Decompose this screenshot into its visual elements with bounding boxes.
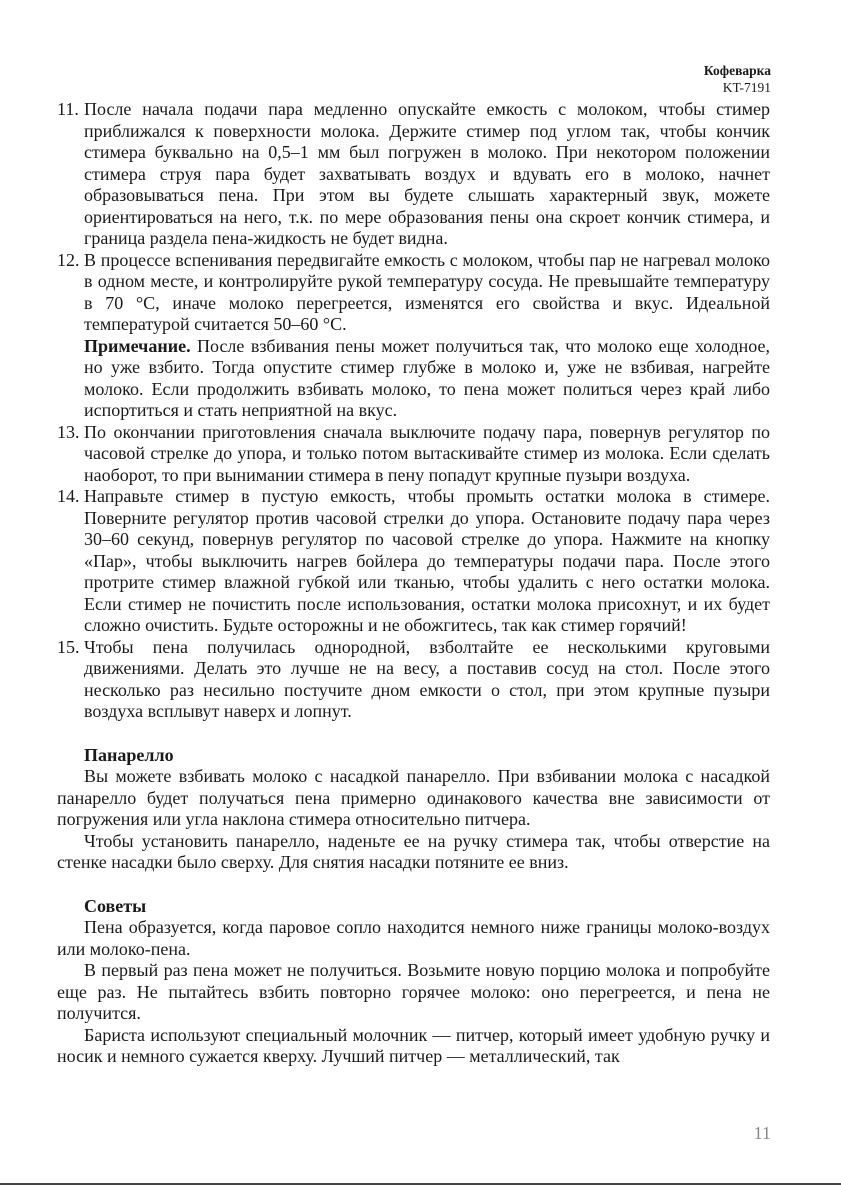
note-label: Примечание. — [84, 335, 191, 356]
list-number: 14. — [57, 486, 80, 506]
section-title-tips: Советы — [84, 895, 147, 916]
running-header — [704, 62, 771, 96]
page-body — [57, 99, 770, 1068]
list-item-13 — [57, 422, 770, 487]
tips-paragraph-2: В первый раз пена может не получиться. Возьмите новую порцию молока и попробуйте еще раз. Не пытайтесь взбить повторно горячее молоко: оно перегреется, и пена не получится. — [57, 960, 770, 1023]
list-text: Направьте стимер в пустую емкость, чтобы промыть остатки молока в стимере. Поверните регулятор против часовой стрелки до упора. Остановите подачу пара через 30–60 секунд, повернув регулятор по часовой стрелке до упора. Нажмите на кнопку «Пар», чтобы выключить нагрев бойлера до температуры подачи пара. После этого протрите стимер влажной губкой или тканью, чтобы удалить с него остатки молока. Если стимер не почистить после использования, остатки молока присохнут, и их будет сложно очистить. Будьте осторожны и не обожгитесь, так как стимер горячий! — [84, 486, 770, 635]
panarello-paragraph-1: Вы можете взбивать молоко с насадкой панарелло. При взбивании молока с насадкой панарелло будет получаться пена примерно одинакового качества вне зависимости от погружения или угла наклона стимера относительно питчера. — [57, 766, 770, 829]
section-title-panarello: Панарелло — [84, 744, 174, 765]
note-paragraph — [57, 336, 770, 422]
tips-paragraph-1: Пена образуется, когда паровое сопло находится немного ниже границы молоко-воздух или молоко-пена. — [57, 917, 770, 959]
list-number: 12. — [57, 249, 80, 270]
bottom-rule — [0, 1183, 841, 1185]
list-text: После начала подачи пара медленно опускайте емкость с молоком, чтобы стимер приближался к поверхности молока. Держите стимер под углом так, чтобы кончик стимера буквально на 0,5–1 мм был погружен в молоко. При некотором положении стимера струя пара будет захватывать воздух и вдувать его в молоко, начнет образовываться пена. При этом вы будете слышать характерный звук, можете ориентироваться на него, т.к. по мере образования пены она скроет кончик стимера, и граница раздела пена-жидкость не будет видна. — [84, 99, 770, 248]
list-text: По окончании приготовления сначала выключите подачу пара, повернув регулятор по часовой стрелке до упора, и только потом вытаскивайте стимер из молока. Если сделать наоборот, то при вынимании стимера в пену попадут крупные пузыри воздуха. — [84, 421, 770, 485]
panarello-paragraph-2: Чтобы установить панарелло, наденьте ее на ручку стимера так, чтобы отверстие на стенке насадки было сверху. Для снятия насадки потяните ее вниз. — [57, 830, 770, 872]
header-model: KT-7191 — [722, 80, 771, 95]
list-text: В процессе вспенивания передвигайте емкость с молоком, чтобы пар не нагревал молоко в одном месте, и контролируйте рукой температуру сосуда. Не превышайте температуру в 70 °С, иначе молоко перегреется, изменятся его свойства и вкус. Идеальной температурой считается 50–60 °С. — [84, 249, 770, 334]
tips-paragraph-3: Бариста используют специальный молочник — питчер, который имеет удобную ручку и носик и немного сужается кверху. Лучший питчер — металлический, так — [57, 1024, 770, 1066]
list-item-15 — [57, 637, 770, 723]
list-text: Чтобы пена получилась однородной, взболтайте ее несколькими круговыми движениями. Делать это лучше не на весу, а поставив сосуд на стол. После этого несколько раз несильно постучите дном емкости о стол, при этом крупные пузыри воздуха всплывут наверх и лопнут. — [84, 636, 770, 721]
list-number: 13. — [57, 421, 80, 442]
header-title: Кофеварка — [703, 63, 771, 78]
list-item-12 — [57, 250, 770, 336]
list-item-14 — [57, 486, 770, 637]
note-text: После взбивания пены может получиться так, что молоко еще холодное, но уже взбито. Тогда опустите стимер глубже в молоко и, уже не взбивая, нагрейте молоко. Если продолжить взбивать молоко, то пена может политься через край либо испортиться и стать неприятной на вкус. — [84, 335, 770, 420]
list-number: 11. — [57, 99, 79, 119]
list-number: 15. — [57, 636, 80, 657]
list-item-11 — [57, 99, 770, 250]
page-number: 11 — [753, 1123, 771, 1143]
